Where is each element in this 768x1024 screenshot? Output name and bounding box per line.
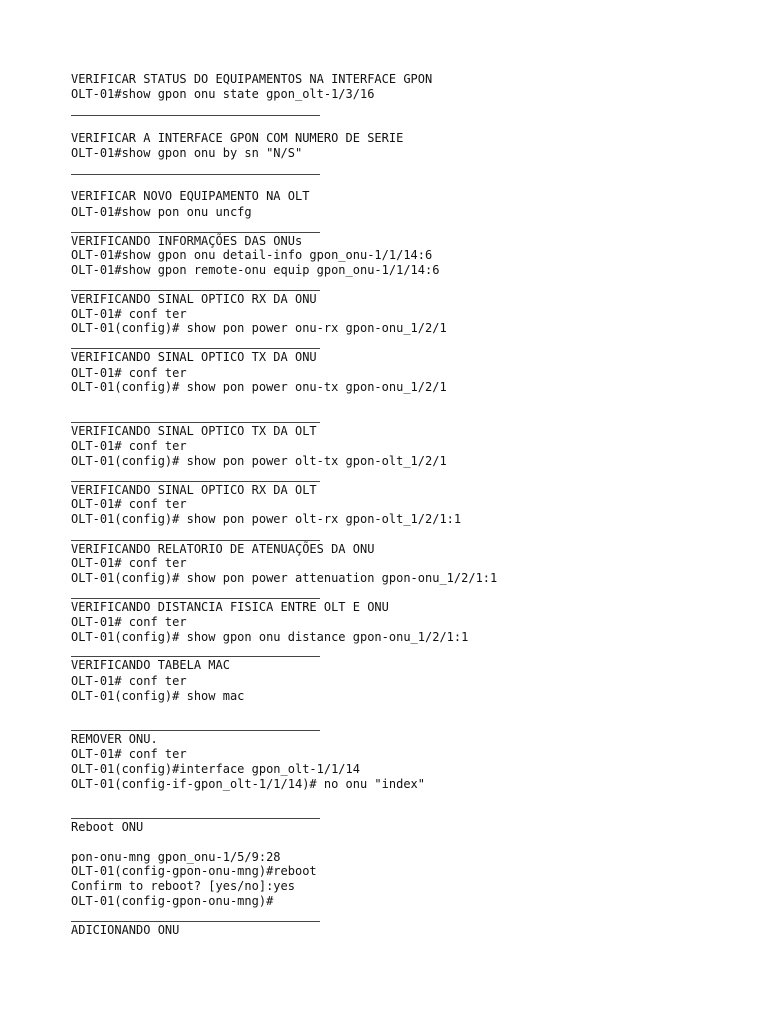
command-line: OLT-01(config)# show pon power onu-tx gpon-onu_1/2/1 <box>71 380 447 394</box>
command-line: OLT-01# conf ter <box>71 366 187 380</box>
section-heading: VERIFICANDO SINAL OPTICO TX DA OLT <box>71 424 317 438</box>
separator-line <box>71 730 320 731</box>
command-line: OLT-01#show gpon onu detail-info gpon_onu-1/1/14:6 <box>71 248 433 262</box>
command-line: OLT-01(config-if-gpon_olt-1/1/14)# no onu "index" <box>71 777 426 791</box>
separator-line <box>71 481 320 482</box>
command-line: pon-onu-mng gpon_onu-1/5/9:28 <box>71 850 281 864</box>
separator-line <box>71 232 320 233</box>
separator-line <box>71 422 320 423</box>
command-line: OLT-01#show gpon onu by sn "N/S" <box>71 146 303 160</box>
separator-line <box>71 921 320 922</box>
command-line: OLT-01(config)# show pon power olt-tx gpon-olt_1/2/1 <box>71 454 447 468</box>
separator-line <box>71 174 320 175</box>
section-heading: VERIFICANDO TABELA MAC <box>71 658 230 672</box>
separator-line <box>71 115 320 116</box>
section-heading: VERIFICAR STATUS DO EQUIPAMENTOS NA INTERFACE GPON <box>71 72 433 86</box>
separator-line <box>71 540 320 541</box>
command-line: OLT-01#show gpon remote-onu equip gpon_onu-1/1/14:6 <box>71 263 440 277</box>
command-line: OLT-01(config)#interface gpon_olt-1/1/14 <box>71 762 360 776</box>
command-line: OLT-01# conf ter <box>71 497 187 511</box>
command-line: OLT-01#show gpon onu state gpon_olt-1/3/16 <box>71 87 375 101</box>
section-heading: VERIFICANDO SINAL OPTICO TX DA ONU <box>71 350 317 364</box>
command-line: OLT-01(config-gpon-onu-mng)# <box>71 894 274 908</box>
command-line: OLT-01(config)# show pon power olt-rx gpon-olt_1/2/1:1 <box>71 512 462 526</box>
command-line: OLT-01(config-gpon-onu-mng)#reboot <box>71 864 317 878</box>
section-heading: VERIFICAR NOVO EQUIPAMENTO NA OLT <box>71 189 310 203</box>
command-line: OLT-01# conf ter <box>71 747 187 761</box>
section-heading: VERIFICANDO SINAL OPTICO RX DA ONU <box>71 292 317 306</box>
separator-line <box>71 348 320 349</box>
command-line: OLT-01# conf ter <box>71 439 187 453</box>
command-line: OLT-01(config)# show mac <box>71 689 245 703</box>
command-line: OLT-01(config)# show gpon onu distance gpon-onu_1/2/1:1 <box>71 630 469 644</box>
separator-line <box>71 656 320 657</box>
section-heading: REMOVER ONU. <box>71 732 158 746</box>
section-heading: VERIFICAR A INTERFACE GPON COM NUMERO DE SERIE <box>71 131 404 145</box>
command-line: OLT-01(config)# show pon power attenuation gpon-onu_1/2/1:1 <box>71 571 498 585</box>
separator-line <box>71 818 320 819</box>
command-line: Confirm to reboot? [yes/no]:yes <box>71 879 295 893</box>
section-heading: ADICIONANDO ONU <box>71 923 180 937</box>
command-line: OLT-01(config)# show pon power onu-rx gpon-onu_1/2/1 <box>71 321 447 335</box>
command-line: OLT-01# conf ter <box>71 674 187 688</box>
command-line: OLT-01# conf ter <box>71 615 187 629</box>
command-line: OLT-01# conf ter <box>71 307 187 321</box>
section-heading: VERIFICANDO RELATORIO DE ATENUAÇÕES DA ONU <box>71 542 375 556</box>
section-heading: VERIFICANDO SINAL OPTICO RX DA OLT <box>71 483 317 497</box>
section-heading: Reboot ONU <box>71 820 144 834</box>
separator-line <box>71 598 320 599</box>
section-heading: VERIFICANDO INFORMAÇÕES DAS ONUs <box>71 234 303 248</box>
command-line: OLT-01#show pon onu uncfg <box>71 205 252 219</box>
separator-line <box>71 290 320 291</box>
command-line: OLT-01# conf ter <box>71 556 187 570</box>
section-heading: VERIFICANDO DISTANCIA FISICA ENTRE OLT E ONU <box>71 600 389 614</box>
